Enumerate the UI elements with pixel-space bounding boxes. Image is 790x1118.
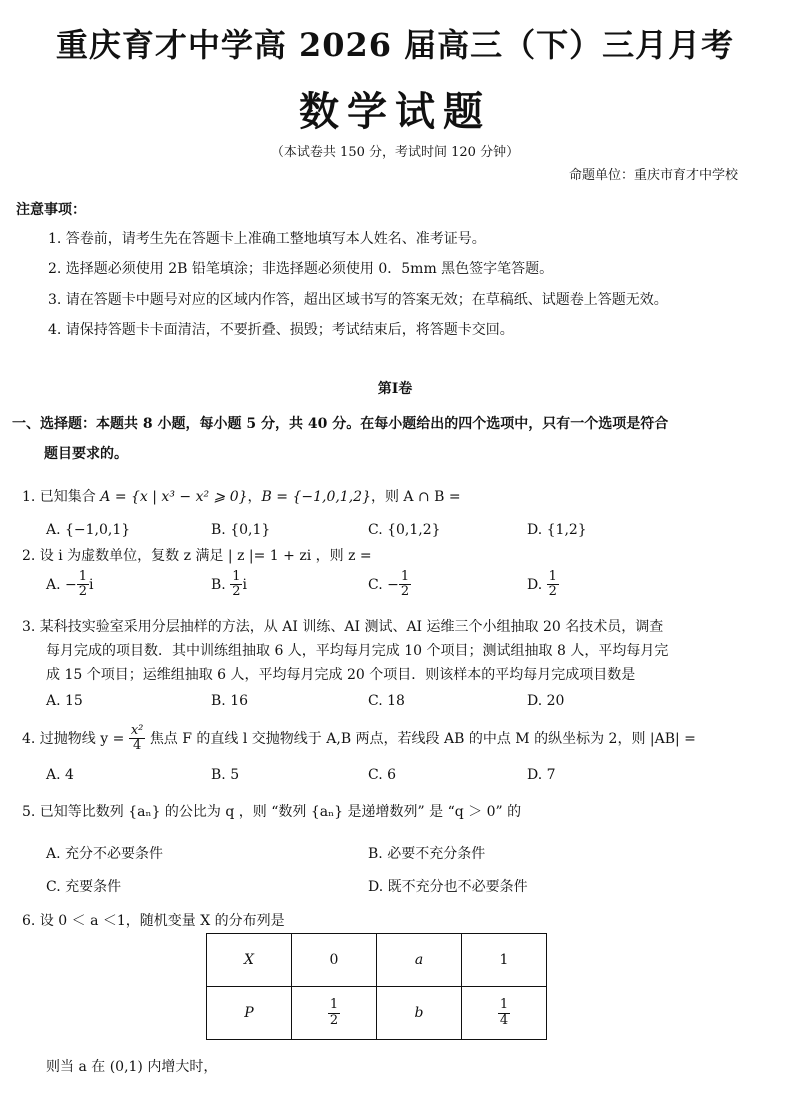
q5-option-c: C. 充要条件: [46, 879, 122, 895]
distribution-table: [206, 933, 547, 1040]
question-5: 5. 已知等比数列 {aₙ} 的公比为 q ，则 “数列 {aₙ} 是递增数列” 是 “q ＞ 0” 的: [22, 804, 522, 820]
q4-option-c: C. 6: [368, 767, 397, 783]
q4-option-d: D. 7: [527, 767, 556, 783]
q1-option-d: D. {1,2}: [527, 522, 587, 538]
table-cell: 1: [462, 934, 547, 987]
q4-option-a: A. 4: [46, 767, 74, 783]
q2-option-c: C. − $\frac{1}{2}$: [368, 569, 410, 600]
q2-option-b: B. $\frac{1}{2}$ i: [211, 569, 247, 600]
question-3-line: 成 15 个项目；运维组抽取 6 人，平均每月完成 20 个项目．则该样本的平均每月完成项目数是: [46, 667, 636, 683]
q5-option-d: D. 既不充分也不必要条件: [368, 879, 528, 895]
table-cell: b: [377, 987, 462, 1040]
q3-option-d: D. 20: [527, 693, 565, 709]
volume-label: 第I卷: [377, 381, 413, 397]
note-item: 2. 选择题必须使用 2B 铅笔填涂；非选择题必须使用 0．5mm 黑色签字笔答题。: [48, 261, 554, 277]
q1-option-c: C. {0,1,2}: [368, 522, 441, 538]
table-cell: $\frac{1}{2}$: [292, 987, 377, 1040]
notes-heading: 注意事项：: [16, 202, 86, 218]
q3-option-b: B. 16: [211, 693, 249, 709]
table-row: [207, 934, 547, 987]
author-unit: 命题单位：重庆市育才中学校: [568, 168, 738, 183]
table-row: [207, 987, 547, 1040]
q4-option-b: B. 5: [211, 767, 240, 783]
table-cell: $\frac{1}{4}$: [462, 987, 547, 1040]
question-3-line: 3. 某科技实验室采用分层抽样的方法，从 AI 训练、AI 测试、AI 运维三个小组抽取 20 名技术员，调查: [22, 619, 664, 635]
note-item: 1. 答卷前，请考生先在答题卡上准确工整地填写本人姓名、准考证号。: [48, 231, 486, 247]
note-item: 4. 请保持答题卡卡面清洁，不要折叠、损毁；考试结束后，将答题卡交回。: [48, 322, 514, 338]
table-cell: X: [207, 934, 292, 987]
question-6-tail: 则当 a 在 (0,1) 内增大时，: [46, 1059, 218, 1075]
q5-option-b: B. 必要不充分条件: [368, 846, 486, 862]
note-item: 3. 请在答题卡中题号对应的区域内作答，超出区域书写的答案无效；在草稿纸、试题卷上答题无效。: [48, 292, 668, 308]
exam-title: 重庆育才中学高 2026 届高三（下）三月月考: [55, 26, 735, 64]
question-4: 4. 过抛物线 y = $\frac{\text{x²}}{4}$ 焦点 F 的直线 l 交抛物线于 A,B 两点，若线段 AB 的中点 M 的纵坐标为 2，则 |AB| =: [22, 723, 696, 754]
question-2: 2. 设 i 为虚数单位，复数 z 满足 | z |= 1 + zi ，则 z =: [22, 548, 372, 564]
question-6: 6. 设 0 ＜ a ＜1，随机变量 X 的分布列是: [22, 913, 285, 929]
q2-option-a: A. − $\frac{1}{2}$ i: [46, 569, 94, 600]
table-cell: 0: [292, 934, 377, 987]
q2-option-d: D. $\frac{1}{2}$: [527, 569, 557, 600]
question-3-line: 每月完成的项目数．其中训练组抽取 6 人，平均每月完成 10 个项目；测试组抽取 8 人，平均每月完: [46, 643, 669, 659]
table-cell: P: [207, 987, 292, 1040]
exam-info: （本试卷共 150 分，考试时间 120 分钟）: [270, 145, 520, 160]
question-1: 1. 已知集合 A = {x | x³ − x² ⩾ 0}，B = {−1,0,1,2}，则 A ∩ B =: [22, 489, 461, 505]
section-heading-cont: 题目要求的。: [44, 446, 128, 462]
q3-option-a: A. 15: [46, 693, 83, 709]
q3-option-c: C. 18: [368, 693, 405, 709]
section-heading: 一、选择题：本题共 8 小题，每小题 5 分，共 40 分。在每小题给出的四个选项中，只有一个选项是符合: [12, 416, 669, 432]
q5-option-a: A. 充分不必要条件: [46, 846, 164, 862]
table-cell: a: [377, 934, 462, 987]
q1-option-a: A. {−1,0,1}: [46, 522, 131, 538]
q1-option-b: B. {0,1}: [211, 522, 271, 538]
exam-subtitle: 数学试题: [299, 88, 491, 135]
